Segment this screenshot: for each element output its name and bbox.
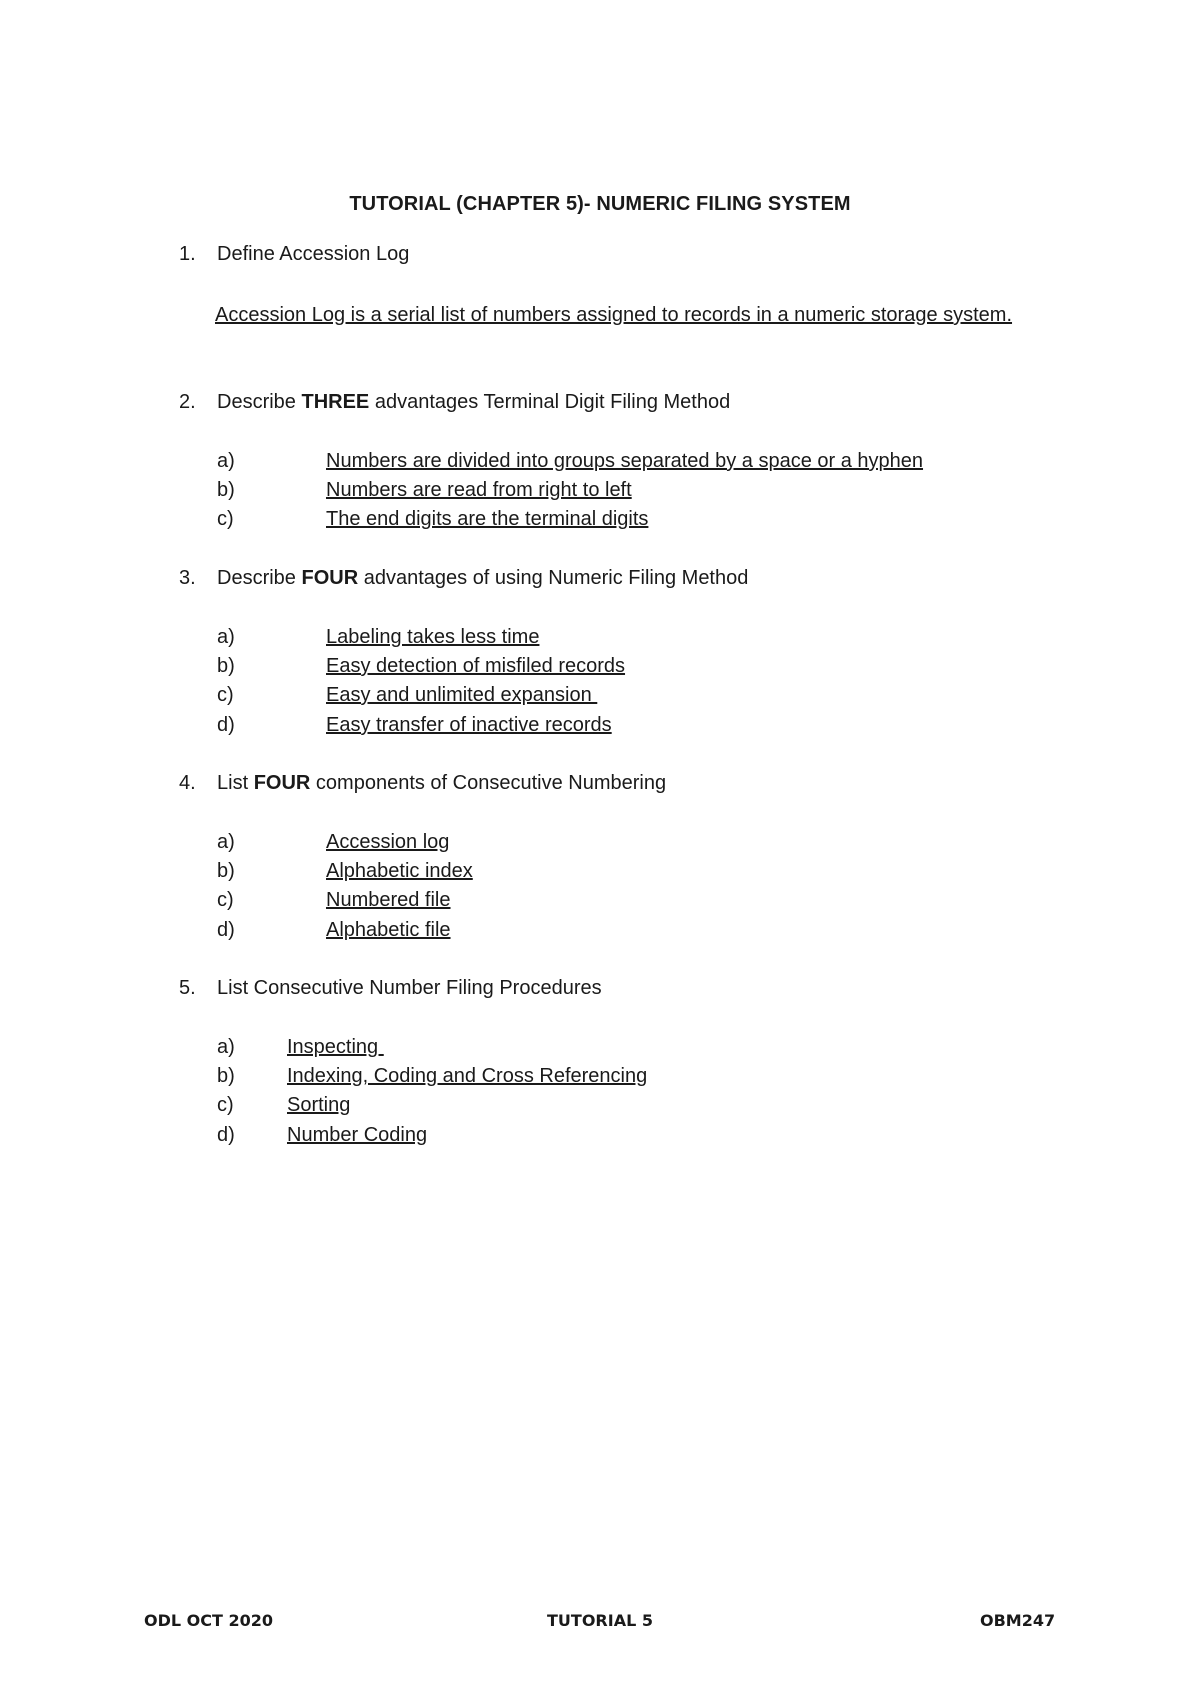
question-4-item-d-text: Alphabetic file — [326, 919, 451, 941]
question-5-item-c-letter: c) — [217, 1094, 234, 1116]
question-4-item-b-letter: b) — [217, 860, 235, 882]
question-2-text-before: Describe — [217, 391, 302, 413]
question-5-item-b-text: Indexing, Coding and Cross Referencing — [287, 1065, 648, 1087]
question-4-item-c-letter: c) — [217, 889, 234, 911]
question-3-number: 3. — [179, 567, 196, 589]
footer-right: OBM247 — [980, 1611, 1056, 1630]
page-title: TUTORIAL (CHAPTER 5)- NUMERIC FILING SYSTEM — [349, 193, 851, 215]
question-5-text — [217, 977, 602, 1000]
question-5-number: 5. — [179, 977, 196, 999]
question-2-item-c-letter: c) — [217, 508, 234, 530]
question-3-item-d-letter: d) — [217, 714, 235, 736]
question-5-item-d-text: Number Coding — [287, 1124, 428, 1146]
question-1-text-before: Define Accession Log — [217, 243, 410, 265]
question-4-text-after: components of Consecutive Numbering — [310, 772, 667, 794]
question-4-number: 4. — [179, 772, 196, 794]
question-5-item-a-text: Inspecting — [287, 1036, 384, 1058]
question-1-answer: Accession Log is a serial list of numbers assigned to records in a numeric storage system. — [215, 304, 1013, 326]
question-3-text-before: Describe — [217, 567, 302, 589]
question-2-item-a-text: Numbers are divided into groups separated by a space or a hyphen — [326, 450, 924, 472]
question-4-text — [217, 772, 666, 795]
question-4-item-a-letter: a) — [217, 831, 235, 853]
question-3-item-c-text: Easy and unlimited expansion — [326, 684, 598, 706]
question-3-text-after: advantages of using Numeric Filing Method — [358, 567, 749, 589]
question-2-item-c-text: The end digits are the terminal digits — [326, 508, 649, 530]
question-5-item-b-letter: b) — [217, 1065, 235, 1087]
question-2-number: 2. — [179, 391, 196, 413]
question-2-text-after: advantages Terminal Digit Filing Method — [369, 391, 731, 413]
question-2-item-a-letter: a) — [217, 450, 235, 472]
question-1-text — [217, 243, 409, 266]
question-5-item-a-letter: a) — [217, 1036, 235, 1058]
question-4-text-before: List — [217, 772, 254, 794]
question-4-item-d-letter: d) — [217, 919, 235, 941]
question-3-item-a-text: Labeling takes less time — [326, 626, 540, 648]
question-5-item-d-letter: d) — [217, 1124, 235, 1146]
question-2-emphasis: THREE — [301, 391, 370, 413]
question-3-item-d-text: Easy transfer of inactive records — [326, 714, 612, 736]
question-2-item-b-text: Numbers are read from right to left — [326, 479, 632, 501]
footer-left: ODL OCT 2020 — [144, 1611, 274, 1630]
question-4-emphasis: FOUR — [253, 772, 311, 794]
question-2-text — [217, 391, 730, 414]
question-3-item-b-letter: b) — [217, 655, 235, 677]
question-5-text-before: List Consecutive Number Filing Procedures — [217, 977, 602, 999]
question-4-item-b-text: Alphabetic index — [326, 860, 473, 882]
question-2-item-b-letter: b) — [217, 479, 235, 501]
question-3-item-a-letter: a) — [217, 626, 235, 648]
question-5-item-c-text: Sorting — [287, 1094, 351, 1116]
question-3-item-c-letter: c) — [217, 684, 234, 706]
question-1-number: 1. — [179, 243, 196, 265]
question-3-item-b-text: Easy detection of misfiled records — [326, 655, 626, 677]
question-3-emphasis: FOUR — [301, 567, 359, 589]
question-4-item-c-text: Numbered file — [326, 889, 451, 911]
footer-center: TUTORIAL 5 — [547, 1611, 653, 1630]
question-3-text — [217, 567, 748, 590]
question-4-item-a-text: Accession log — [326, 831, 450, 853]
